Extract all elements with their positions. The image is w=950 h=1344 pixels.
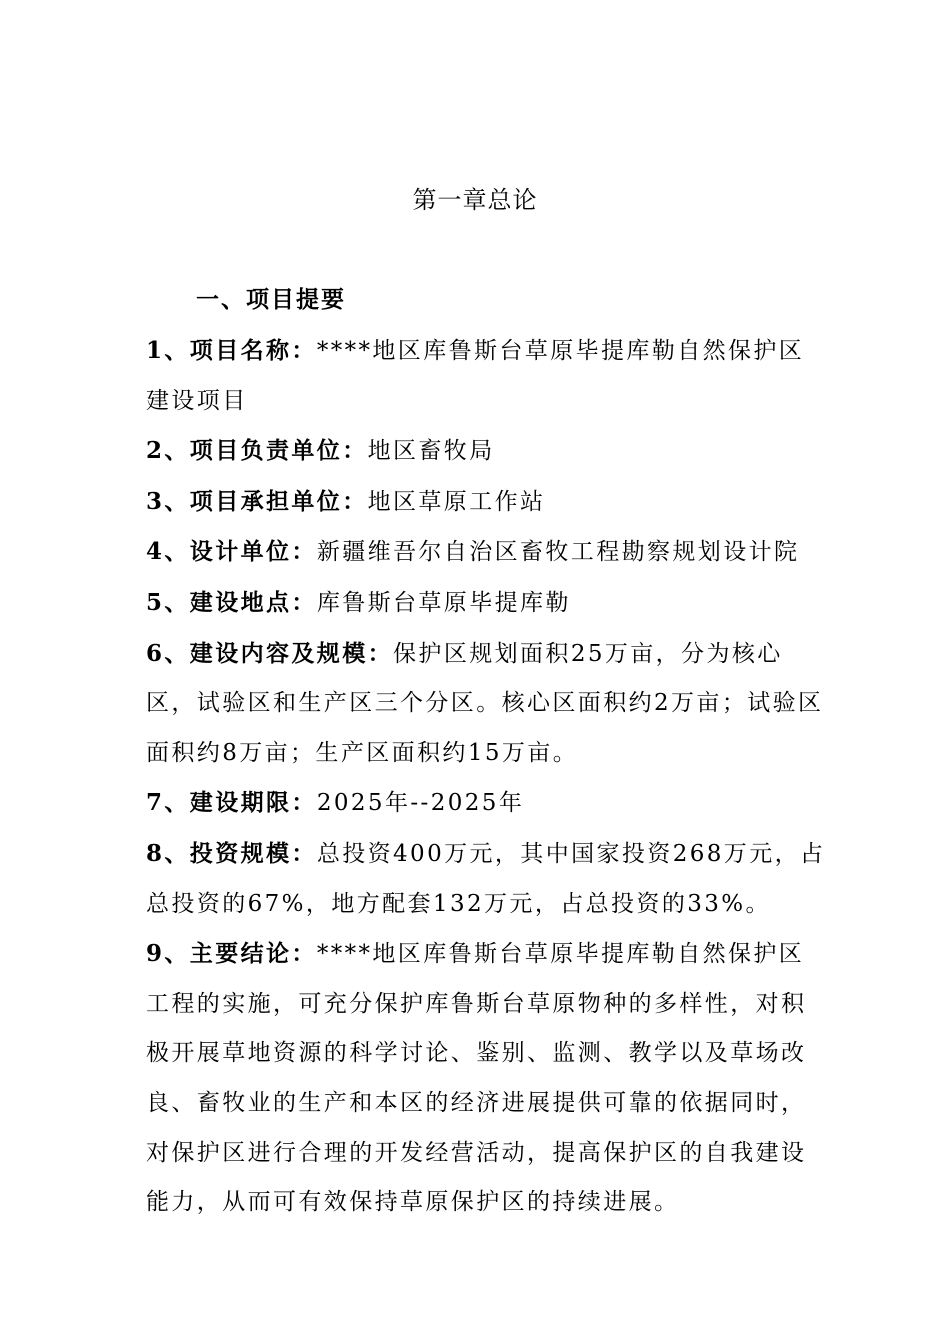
item-label: 7、建设期限： [146,789,317,817]
item-construction-scope [146,629,826,779]
item-project-name [146,326,826,426]
item-label: 4、设计单位： [146,538,317,566]
item-value: 地区畜牧局 [367,438,495,465]
item-label: 1、项目名称： [146,337,317,364]
item-value: 2025年--2025年 [316,790,525,817]
item-value: 总投资400万元，其中国家投资268万元，占总投资的67%，地方配套132万元，占总投资的33%。 [146,840,826,917]
item-label: 6、建设内容及规模： [146,639,394,667]
item-label: 3、项目承担单位： [146,487,368,515]
item-value: 保护区规划面积25万亩，分为核心区，试验区和生产区三个分区。核心区面积约2万亩；试验区面积约8万亩；生产区面积约15万亩。 [146,640,824,766]
item-value: ****地区库鲁斯台草原毕提库勒自然保护区工程的实施，可充分保护库鲁斯台草原物种的多样性，对积极开展草地资源的科学讨论、鉴别、监测、教学以及草场改良、畜牧业的生产和本区的经济进展提供可靠的依据同时，对保护区进行合理的开发经营活动，提高保护区的自我建设能力，从而可有效保持草原保护区的持续进展。 [146,941,807,1216]
project-summary [146,326,826,1228]
item-construction-period [146,778,826,829]
item-value: 新疆维吾尔自治区畜牧工程勘察规划设计院 [316,539,800,566]
section-heading: 一、项目提要 [196,286,346,313]
item-label: 9、主要结论： [146,940,317,968]
item-responsible-unit [146,426,826,477]
item-construction-site [146,578,826,629]
item-label: 2、项目负责单位： [146,437,368,465]
item-value: 库鲁斯台草原毕提库勒 [316,589,571,616]
item-label: 8、投资规模： [146,839,317,867]
item-value: ****地区库鲁斯台草原毕提库勒自然保护区建设项目 [146,338,805,414]
item-undertaking-unit [146,477,826,528]
item-main-conclusion [146,929,826,1228]
item-label: 5、建设地点： [146,588,317,616]
item-design-unit [146,527,826,578]
item-investment-scale [146,829,826,929]
chapter-title: 第一章总论 [412,186,538,214]
item-value: 地区草原工作站 [367,488,546,515]
